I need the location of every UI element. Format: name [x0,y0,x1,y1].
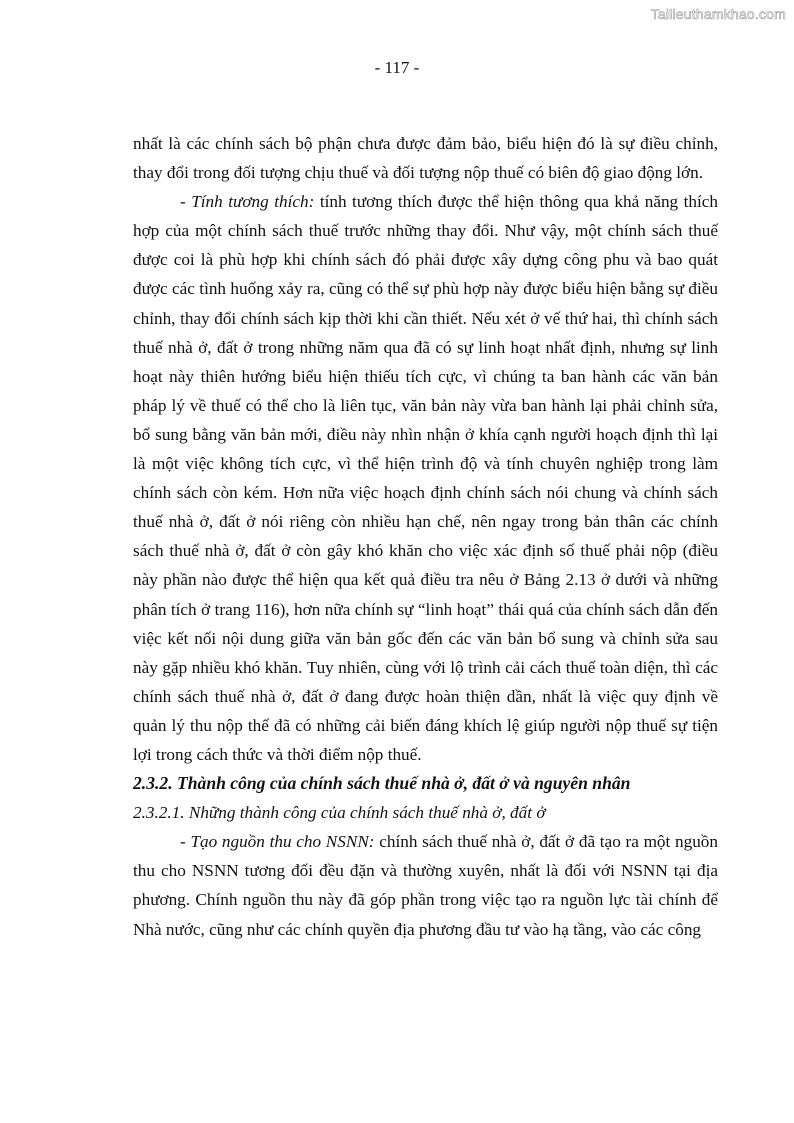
paragraph-text: tính tương thích được thể hiện thông qua khả năng thích hợp của một chính sách thuế trước những thay đổi. Như vậy, một chính sách thuế được coi là phù hợp khi chính sách đó phải được xây dựng công phu và bao quát được các tình huống xảy ra, cũng có thể sự phù hợp này được biểu hiện bằng sự điều chỉnh, thay đổi chính sách kịp thời khi cần thiết. Nếu xét ở vế thứ hai, thì chính sách thuế nhà ở, đất ở trong những năm qua đã có sự linh hoạt nhất định, nhưng sự linh hoạt này thiên hướng biểu hiện thiếu tích cực, vì chúng ta ban hành các văn bản pháp lý về thuế có thể cho là liên tục, văn bản này vừa ban hành lại phải chỉnh sửa, bổ sung bằng văn bản mới, điều này nhìn nhận ở khía cạnh người hoạch định thì lại là một việc không tích cực, vì thể hiện trình độ và tính chuyên nghiệp trong làm chính sách còn kém. Hơn nữa việc hoạch định chính sách nói chung và chính sách thuế nhà ở, đất ở nói riêng còn nhiều hạn chế, nên ngay trong bản thân các chính sách thuế nhà ở, đất ở còn gây khó khăn cho việc xác định số thuế phải nộp (điều này phần nào được thể hiện qua kết quả điều tra nêu ở Bảng 2.13 ở dưới và những phân tích ở trang 116), hơn nữa chính sự “linh hoạt” thái quá của chính sách dẫn đến việc kết nối nội dung giữa văn bản gốc đến các văn bản bổ sung và chỉnh sửa sau này gặp nhiều khó khăn. Tuy nhiên, cùng với lộ trình cải cách thuế toàn diện, thì các chính sách thuế nhà ở, đất ở đang được hoàn thiện dần, nhất là việc quy định về quản lý thu nộp thế đã có những cải biến đáng khích lệ giúp người nộp thuế sự tiện lợi trong cách thức và thời điểm nộp thuế. [133,192,718,764]
watermark-text: Tailieuthamkhao.com [650,6,786,22]
paragraph-lead-italic: - Tạo nguồn thu cho NSNN: [180,832,375,852]
paragraph-revenue [133,827,718,943]
paragraph-compatibility [133,187,718,769]
paragraph-continuation: nhất là các chính sách bộ phận chưa được đảm bảo, biểu hiện đó là sự điều chỉnh, thay đổi trong đối tượng chịu thuế và đối tượng nộp thuế có biên độ giao động lớn. [133,134,718,183]
paragraph-text: chính sách thuế nhà ở, đất ở đã tạo ra một nguồn thu cho NSNN tương đối đều đặn và thường xuyên, nhất là đối với NSNN tại địa phương. Chính nguồn thu này đã góp phần trong việc tạo ra nguồn lực tài chính để Nhà nước, cũng như các chính quyền địa phương đầu tư vào hạ tầng, vào các công [133,832,718,939]
section-heading: 2.3.2. Thành công của chính sách thuế nhà ở, đất ở và nguyên nhân [133,773,631,794]
page-number: - 117 - [374,58,420,77]
document-body [133,129,718,944]
paragraph-lead-italic: - Tính tương thích: [180,192,315,212]
subsection-heading: 2.3.2.1. Những thành công của chính sách thuế nhà ở, đất ở [133,803,546,823]
